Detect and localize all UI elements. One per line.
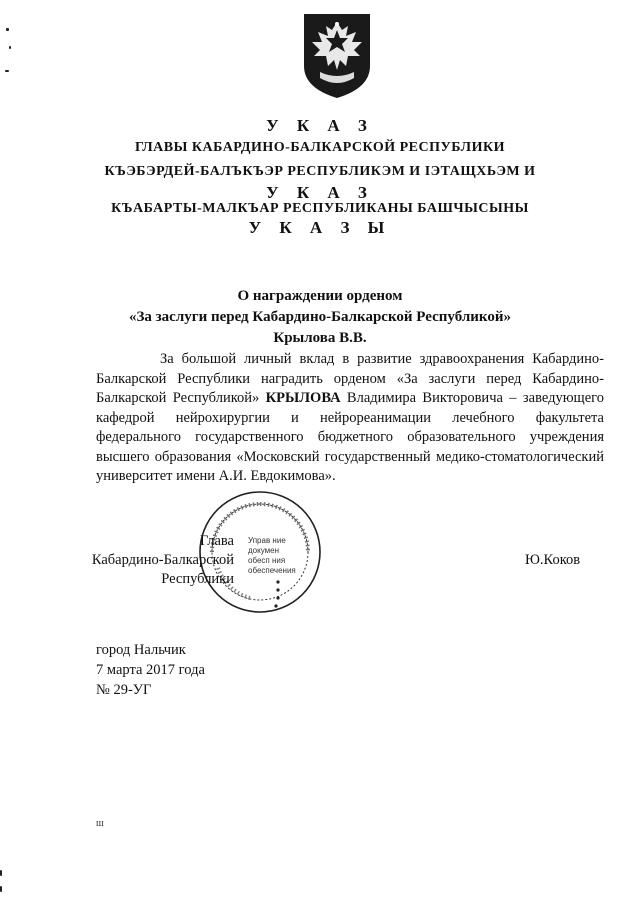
seal-text-line: обесп ния [248, 556, 286, 565]
title-line: «За заслуги перед Кабардино-Балкарской Республикой» [128, 309, 511, 325]
scan-mark [6, 28, 9, 31]
decree-title [100, 286, 540, 349]
bottom-scan-mark: ш [96, 818, 104, 829]
signer-position-line: Глава [199, 533, 234, 549]
header-line-balkar: КЪАБАРТЫ-МАЛКЪАР РЕСПУБЛИКАНЫ БАШЧЫСЫНЫ [111, 201, 529, 216]
scan-mark [5, 70, 9, 72]
seal-text-line: Управ ние [248, 536, 286, 545]
header-line-russian: ГЛАВЫ КАБАРДИНО-БАЛКАРСКОЙ РЕСПУБЛИКИ [134, 140, 506, 155]
decree-footer [96, 640, 205, 700]
title-line: Крылова В.В. [273, 330, 367, 346]
awardee-name: КРЫЛОВА [265, 390, 341, 406]
decree-heading-balkar: У К А З Ы [248, 218, 392, 237]
title-line: О награждении орденом [237, 288, 403, 304]
issue-date: 7 марта 2017 года [96, 662, 205, 678]
signer-position-line: Республики [161, 571, 234, 587]
scan-mark [0, 886, 2, 892]
emblem-icon [300, 8, 374, 100]
signer-position-line: Кабардино-Балкарской [91, 552, 234, 568]
header-line-kabardian: КЪЭБЭРДЕЙ-БАЛЪКЪЭР РЕСПУБЛИКЭМ И ІЭТАЩХЬЭМ И [104, 164, 536, 179]
seal-text-line: обеспечения [248, 566, 296, 575]
decree-heading-kabardian: У К А З [266, 183, 374, 202]
scan-mark [9, 46, 11, 49]
decree-heading: У К А З [266, 116, 374, 135]
decree-body [96, 350, 604, 487]
signer-name: Ю.Коков [525, 552, 581, 568]
issue-city: город Нальчик [96, 642, 186, 658]
seal-text-line: докумен [248, 546, 279, 555]
body-text-part: Владимира Викторовича – заведующего кафедрой нейрохирургии и нейрореанимации лечебного факультета федерального государственного бюджетного образовательного учреждения высшего образования «Московский государственный медико-стоматологический университет имени А.И. Евдокимова». [96, 390, 604, 484]
coat-of-arms-emblem [300, 8, 374, 100]
body-text-part: За большой личный вклад в развитие здравоохранения Кабардино-Балкарской Республики наградить орденом «За заслуги перед Кабардино-Балкарской Республикой» [96, 351, 604, 406]
seal-center-text [248, 536, 310, 576]
decree-number: № 29-УГ [96, 682, 152, 698]
scan-mark [0, 870, 2, 876]
